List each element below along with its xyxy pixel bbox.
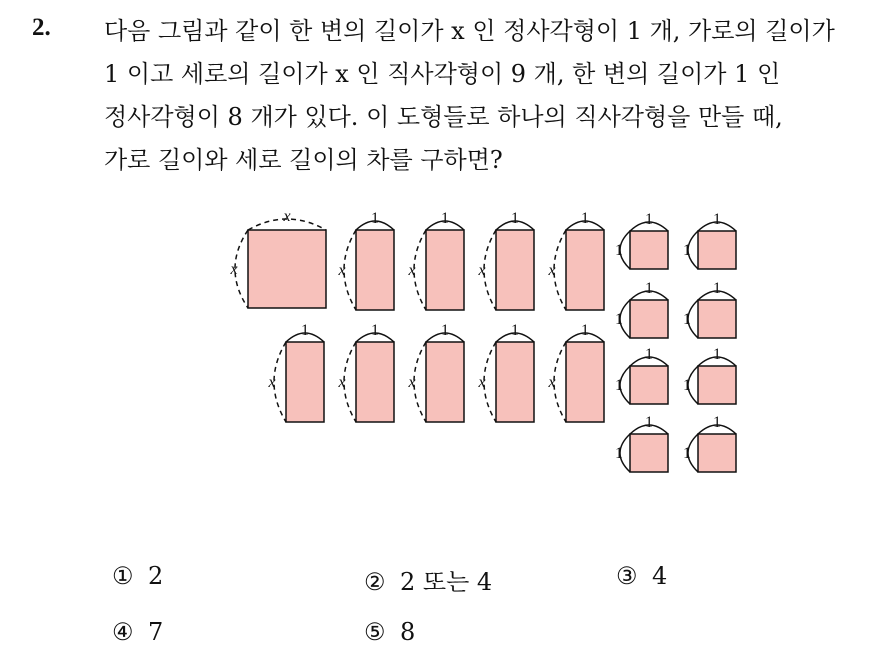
small-square-left-label: 1 (615, 242, 623, 259)
rectangle-tile (426, 342, 464, 422)
choice-2[interactable]: ② 2 또는 4 (364, 568, 493, 596)
stem-line-3: 정사각형이 8 개가 있다. 이 도형들로 하나의 직사각형을 만들 때, (104, 103, 783, 131)
big-square-left-label: x (230, 261, 238, 278)
rectangle-left-label: x (478, 374, 486, 391)
rectangle-top-label: 1 (371, 210, 379, 227)
rectangle-tile (566, 230, 604, 310)
rectangle-top-label: 1 (441, 322, 449, 339)
rectangle-tile (356, 230, 394, 310)
small-square-tile (698, 231, 736, 269)
rectangle-top-label: 1 (371, 322, 379, 339)
rectangle-left-arc (274, 342, 286, 422)
rectangle-tile (286, 342, 324, 422)
rectangle-top-label: 1 (511, 210, 519, 227)
small-square-left-label: 1 (683, 377, 691, 394)
rectangle-left-label: x (478, 262, 486, 279)
rectangle-left-arc (344, 342, 356, 422)
rectangle-left-label: x (338, 374, 346, 391)
choice-4[interactable]: ④ 7 (112, 618, 164, 646)
small-square-tile (698, 366, 736, 404)
choice-3[interactable]: ③ 4 (616, 562, 668, 590)
small-square-tile (630, 366, 668, 404)
rectangle-tile (566, 342, 604, 422)
rectangle-left-arc (484, 230, 496, 310)
small-square-left-label: 1 (683, 311, 691, 328)
big-square-top-label: x (283, 208, 291, 225)
rectangle-left-arc (554, 230, 566, 310)
small-square-top-label: 1 (645, 346, 653, 363)
small-square-top-label: 1 (713, 346, 721, 363)
rectangle-top-label: 1 (441, 210, 449, 227)
rectangle-top-label: 1 (581, 210, 589, 227)
small-square-top-label: 1 (645, 414, 653, 431)
rectangle-left-label: x (548, 262, 556, 279)
rectangle-tile (356, 342, 394, 422)
rectangle-left-arc (344, 230, 356, 310)
small-square-tile (630, 300, 668, 338)
small-square-top-label: 1 (645, 211, 653, 228)
rectangle-top-label: 1 (581, 322, 589, 339)
small-square-left-label: 1 (615, 377, 623, 394)
rectangle-left-label: x (268, 374, 276, 391)
small-square-tile (698, 300, 736, 338)
choice-5[interactable]: ⑤ 8 (364, 618, 416, 646)
rectangle-tile (496, 342, 534, 422)
stem-line-2: 1 이고 세로의 길이가 x 인 직사각형이 9 개, 한 변의 길이가 1 인 (104, 60, 781, 88)
rectangle-top-label: 1 (511, 322, 519, 339)
rectangle-left-arc (484, 342, 496, 422)
question-number: 2. (32, 14, 51, 41)
small-square-tile (630, 434, 668, 472)
small-square-left-label: 1 (683, 242, 691, 259)
rectangle-left-label: x (408, 374, 416, 391)
small-square-left-label: 1 (683, 445, 691, 462)
small-square-top-label: 1 (645, 280, 653, 297)
small-square-top-label: 1 (713, 280, 721, 297)
small-square-top-label: 1 (713, 414, 721, 431)
small-square-tile (698, 434, 736, 472)
small-square-left-label: 1 (615, 445, 623, 462)
rectangle-left-arc (554, 342, 566, 422)
rectangle-left-arc (414, 342, 426, 422)
small-square-tile (630, 231, 668, 269)
stem-line-1: 다음 그림과 같이 한 변의 길이가 x 인 정사각형이 1 개, 가로의 길이가 (104, 17, 835, 45)
rectangle-left-label: x (548, 374, 556, 391)
choice-1[interactable]: ① 2 (112, 562, 164, 590)
rectangle-left-label: x (338, 262, 346, 279)
rectangle-tile (496, 230, 534, 310)
stem-line-4: 가로 길이와 세로 길이의 차를 구하면? (104, 146, 503, 174)
small-square-top-label: 1 (713, 211, 721, 228)
rectangle-top-label: 1 (301, 322, 309, 339)
big-square-tile (248, 230, 326, 308)
small-square-left-label: 1 (615, 311, 623, 328)
rectangle-tile (426, 230, 464, 310)
rectangle-left-label: x (408, 262, 416, 279)
rectangle-left-arc (414, 230, 426, 310)
